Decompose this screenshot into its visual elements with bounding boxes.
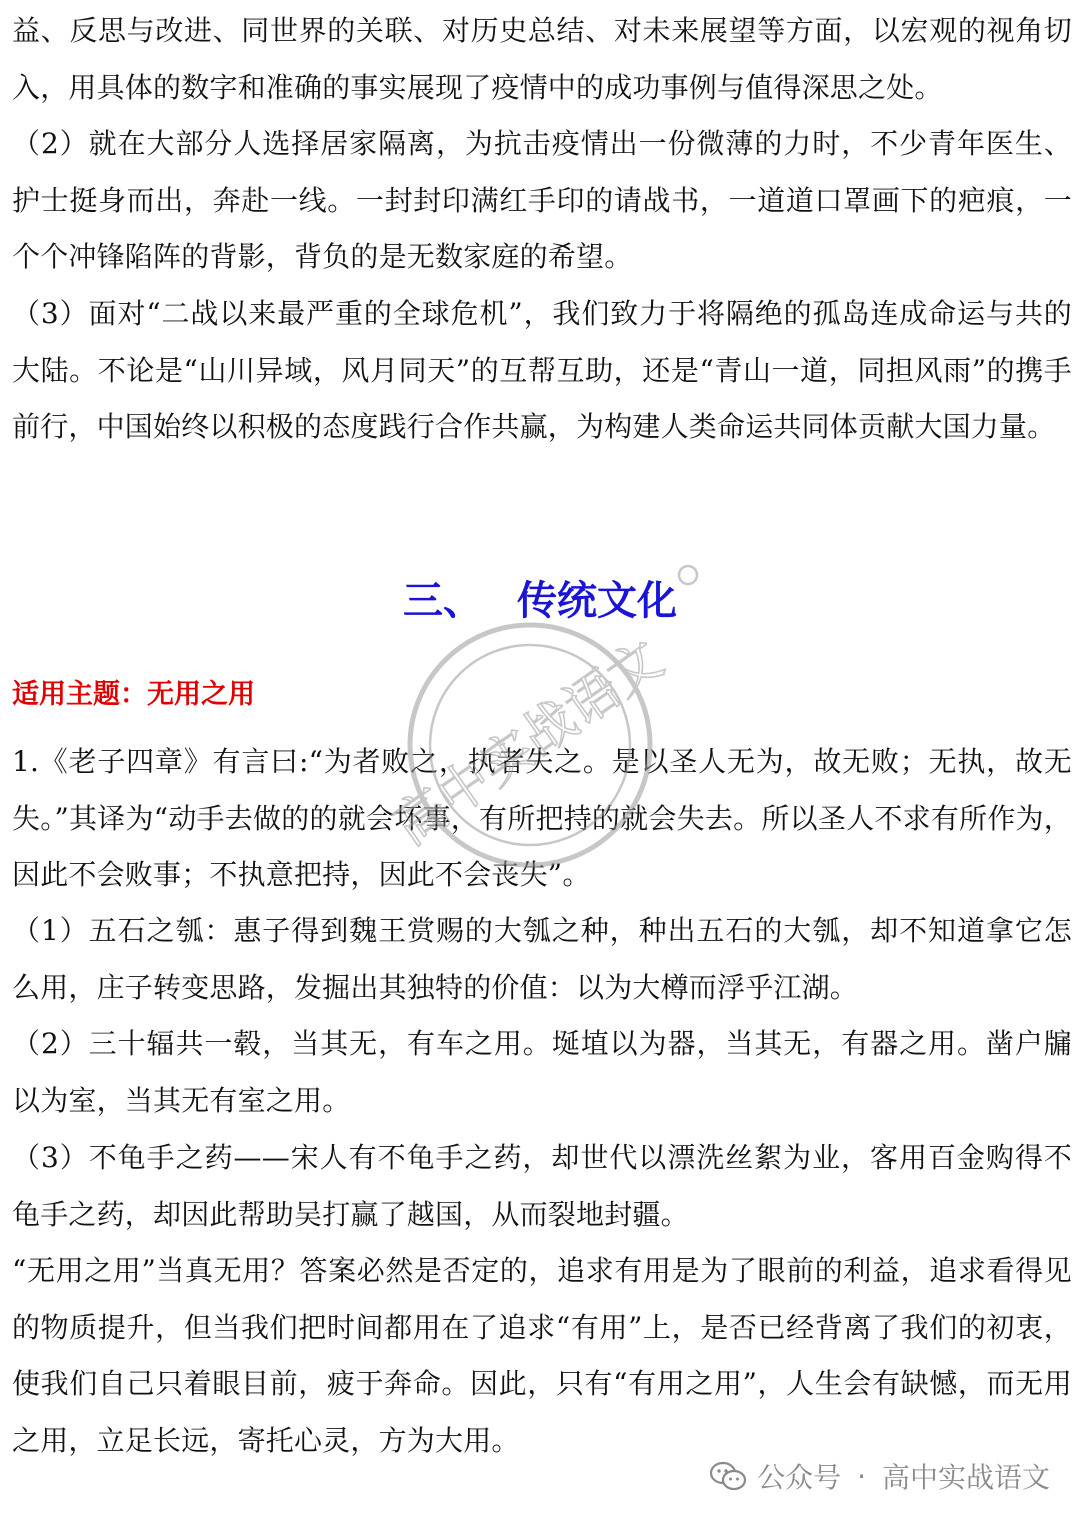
section-heading	[0, 571, 1080, 631]
paragraph-laozi-quote: 1.《老子四章》有言曰:“为者败之，执者失之。是以圣人无为，故无败；无执，故无失。”其译为“动手去做的的就会坏事，有所把持的就会失去。所以圣人不求有所作为，因此不会败事；不执意把持，因此不会丧失”。	[12, 745, 1072, 891]
watermark-text: 高中实战语文	[383, 629, 674, 858]
footer-label: 公众号	[757, 1461, 842, 1494]
wechat-icon	[709, 1460, 747, 1492]
footer-attribution	[709, 1456, 1050, 1496]
footer-separator: ·	[857, 1459, 866, 1493]
paragraph-intro-continuation: 益、反思与改进、同世界的关联、对历史总结、对未来展望等方面，以宏观的视角切入，用具体的数字和准确的事实展现了疫情中的成功事例与值得深思之处。	[12, 14, 1072, 104]
section-title: 传统文化	[517, 578, 677, 624]
paragraph-example-3: （3）面对“二战以来最严重的全球危机”，我们致力于将隔绝的孤岛连成命运与共的大陆。不论是“山川异域，风月同天”的互帮互助，还是“青山一道，同担风雨”的携手前行，中国始终以积极的态度践行合作共赢，为构建人类命运共同体贡献大国力量。	[12, 297, 1072, 443]
paragraph-ointment-example: （3）不龟手之药——宋人有不龟手之药，却世代以漂洗丝絮为业，客用百金购得不龟手之药，却因此帮助吴打赢了越国，从而裂地封疆。	[12, 1141, 1072, 1231]
theme-subtitle: 适用主题：无用之用	[12, 679, 255, 710]
paragraph-gourd-example: （1）五石之瓠：惠子得到魏王赏赐的大瓠之种，种出五石的大瓠，却不知道拿它怎么用，庄子转变思路，发掘出其独特的价值：以为大樽而浮乎江湖。	[12, 914, 1072, 1004]
section-number: 三、	[403, 578, 483, 624]
footer-account-name: 高中实战语文	[881, 1461, 1050, 1494]
paragraph-example-2: （2）就在大部分人选择居家隔离，为抗击疫情出一份微薄的力时，不少青年医生、护士挺身而出，奔赴一线。一封封印满红手印的请战书，一道道口罩画下的疤痕，一个个冲锋陷阵的背影，背负的是无数家庭的希望。	[12, 127, 1072, 273]
paragraph-wheel-example: （2）三十辐共一毂，当其无，有车之用。埏埴以为器，当其无，有器之用。凿户牖以为室，当其无有室之用。	[12, 1027, 1072, 1117]
paragraph-conclusion: “无用之用”当真无用？答案必然是否定的，追求有用是为了眼前的利益，追求看得见的物质提升，但当我们把时间都用在了追求“有用”上，是否已经背离了我们的初衷，使我们自己只着眼目前，疲于奔命。因此，只有“有用之用”，人生会有缺憾，而无用之用，立足长远，寄托心灵，方为大用。	[12, 1254, 1072, 1457]
